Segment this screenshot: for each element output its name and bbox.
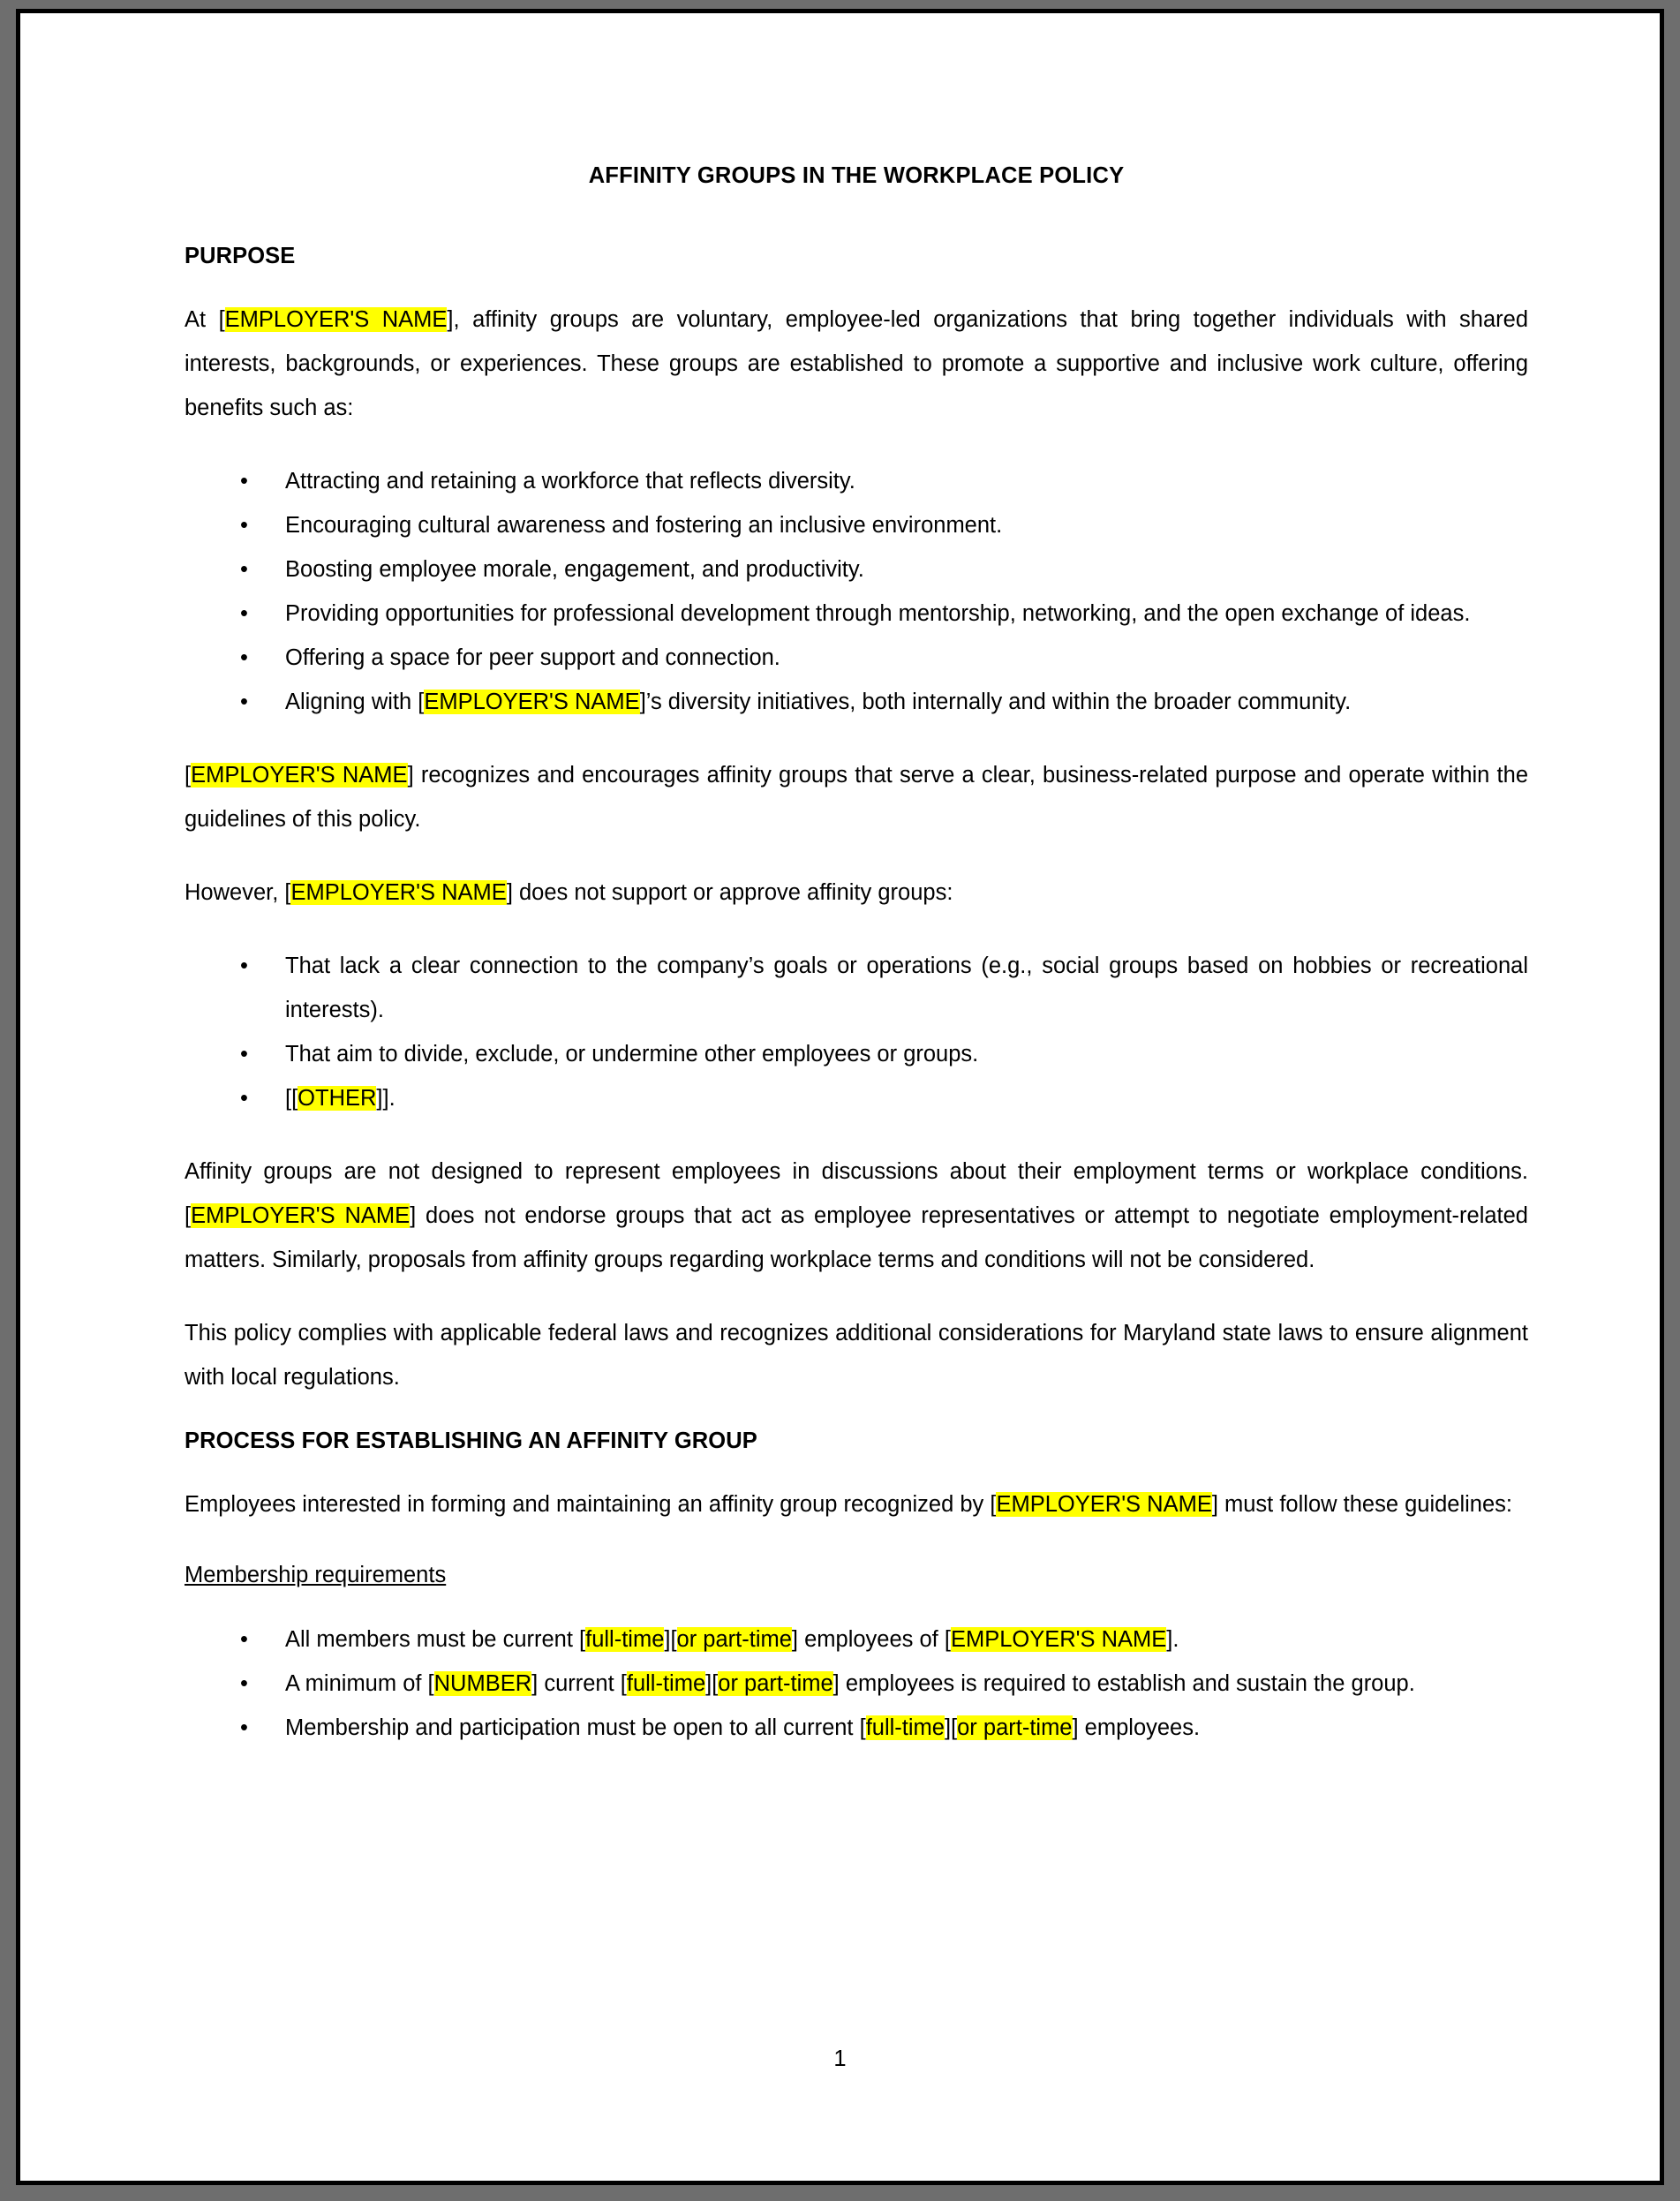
document-body bbox=[185, 163, 1528, 1779]
text-fragment: ], affinity groups are voluntary, employee-led organizations that bring together individuals with shared interests, backgrounds, or experiences. These groups are established to promote a supportive and inclusive work culture, offering benefits such as: bbox=[185, 307, 1529, 420]
placeholder-employer-name: EMPLOYER'S NAME bbox=[191, 1203, 411, 1228]
placeholder-employer-name: EMPLOYER'S NAME bbox=[290, 880, 507, 905]
text-fragment: However, [ bbox=[185, 880, 291, 905]
page-number: 1 bbox=[833, 2046, 847, 2071]
text-fragment: ]]. bbox=[376, 1086, 396, 1111]
text-fragment: [ bbox=[185, 763, 192, 788]
placeholder-full-time: full-time bbox=[626, 1671, 706, 1696]
text-fragment: ] employees. bbox=[1072, 1715, 1201, 1740]
text-fragment: ] does not support or approve affinity groups: bbox=[506, 880, 953, 905]
not-supported-list bbox=[185, 944, 1528, 1120]
list-item-aligning bbox=[185, 680, 1528, 724]
paragraph-purpose-intro bbox=[185, 298, 1528, 430]
placeholder-employer-name: EMPLOYER'S NAME bbox=[191, 763, 408, 788]
list-item: • Encouraging cultural awareness and fostering an inclusive environment. bbox=[185, 503, 1528, 547]
membership-requirements-list bbox=[185, 1617, 1528, 1750]
placeholder-employer-name: EMPLOYER'S NAME bbox=[424, 690, 640, 714]
list-item-requirement-3 bbox=[185, 1706, 1528, 1750]
paragraph-however bbox=[185, 871, 1528, 915]
subheading-membership-requirements: Membership requirements bbox=[185, 1563, 447, 1587]
text-fragment: ]. bbox=[1166, 1627, 1179, 1652]
placeholder-or-part-time: or part-time bbox=[718, 1671, 833, 1696]
text-fragment: ]’s diversity initiatives, both internally and within the broader community. bbox=[639, 690, 1352, 714]
placeholder-other: OTHER bbox=[298, 1086, 377, 1111]
document-page bbox=[16, 9, 1664, 2185]
list-item: • That aim to divide, exclude, or undermine other employees or groups. bbox=[185, 1032, 1528, 1076]
list-item-requirement-2 bbox=[185, 1662, 1528, 1706]
section-heading-purpose: PURPOSE bbox=[185, 244, 296, 268]
list-item: • That lack a clear connection to the company’s goals or operations (e.g., social groups based on hobbies or recreational interests). bbox=[185, 944, 1528, 1032]
paragraph-recognizes bbox=[185, 753, 1528, 841]
text-fragment: A minimum of [ bbox=[285, 1671, 434, 1696]
text-fragment: Membership and participation must be open to all current [ bbox=[285, 1715, 866, 1740]
placeholder-full-time: full-time bbox=[585, 1627, 665, 1652]
list-item: • Attracting and retaining a workforce that reflects diversity. bbox=[185, 459, 1528, 503]
placeholder-employer-name: EMPLOYER'S NAME bbox=[224, 307, 448, 332]
text-fragment: ] employees is required to establish and sustain the group. bbox=[832, 1671, 1415, 1696]
text-fragment: ][ bbox=[664, 1627, 677, 1652]
text-fragment: ] employees of [ bbox=[791, 1627, 951, 1652]
paragraph-process-intro bbox=[185, 1482, 1528, 1526]
placeholder-number: NUMBER bbox=[433, 1671, 532, 1696]
text-fragment: ] recognizes and encourages affinity groups that serve a clear, business-related purpose and operate within the guidelines of this policy. bbox=[185, 763, 1529, 832]
placeholder-employer-name: EMPLOYER'S NAME bbox=[950, 1627, 1167, 1652]
text-fragment: Aligning with [ bbox=[285, 690, 425, 714]
section-heading-process: PROCESS FOR ESTABLISHING AN AFFINITY GROUP bbox=[185, 1428, 757, 1453]
text-fragment: ][ bbox=[944, 1715, 958, 1740]
placeholder-or-part-time: or part-time bbox=[676, 1627, 792, 1652]
text-fragment: Affinity groups are not designed to represent employees in discussions about their employment terms or workplace conditions. [ bbox=[185, 1159, 1528, 1228]
text-fragment: ][ bbox=[705, 1671, 719, 1696]
list-item: • Offering a space for peer support and connection. bbox=[185, 636, 1528, 680]
text-fragment: ] does not endorse groups that act as employee representatives or attempt to negotiate employment-related matters. Similarly, proposals from affinity groups regarding workplace terms and conditions will not be considered. bbox=[185, 1203, 1528, 1272]
page-title: AFFINITY GROUPS IN THE WORKPLACE POLICY bbox=[588, 163, 1125, 188]
placeholder-full-time: full-time bbox=[865, 1715, 945, 1740]
text-fragment: ] current [ bbox=[531, 1671, 627, 1696]
placeholder-or-part-time: or part-time bbox=[957, 1715, 1073, 1740]
list-item: • Providing opportunities for professional development through mentorship, networking, and the open exchange of ideas. bbox=[185, 592, 1528, 636]
text-fragment: All members must be current [ bbox=[285, 1627, 586, 1652]
text-fragment: Employees interested in forming and maintaining an affinity group recognized by [ bbox=[185, 1492, 997, 1517]
benefits-list bbox=[185, 459, 1528, 724]
list-item-other bbox=[185, 1076, 1528, 1120]
placeholder-employer-name: EMPLOYER'S NAME bbox=[996, 1492, 1212, 1517]
list-item-requirement-1 bbox=[185, 1617, 1528, 1662]
text-fragment: [[ bbox=[285, 1086, 298, 1111]
paragraph-compliance: This policy complies with applicable federal laws and recognizes additional considerations for Maryland state laws to ensure alignment with local regulations. bbox=[185, 1321, 1528, 1390]
text-fragment: ] must follow these guidelines: bbox=[1211, 1492, 1513, 1517]
list-item: • Boosting employee morale, engagement, and productivity. bbox=[185, 547, 1528, 592]
text-fragment: At [ bbox=[185, 307, 225, 332]
paragraph-not-designed bbox=[185, 1149, 1528, 1282]
